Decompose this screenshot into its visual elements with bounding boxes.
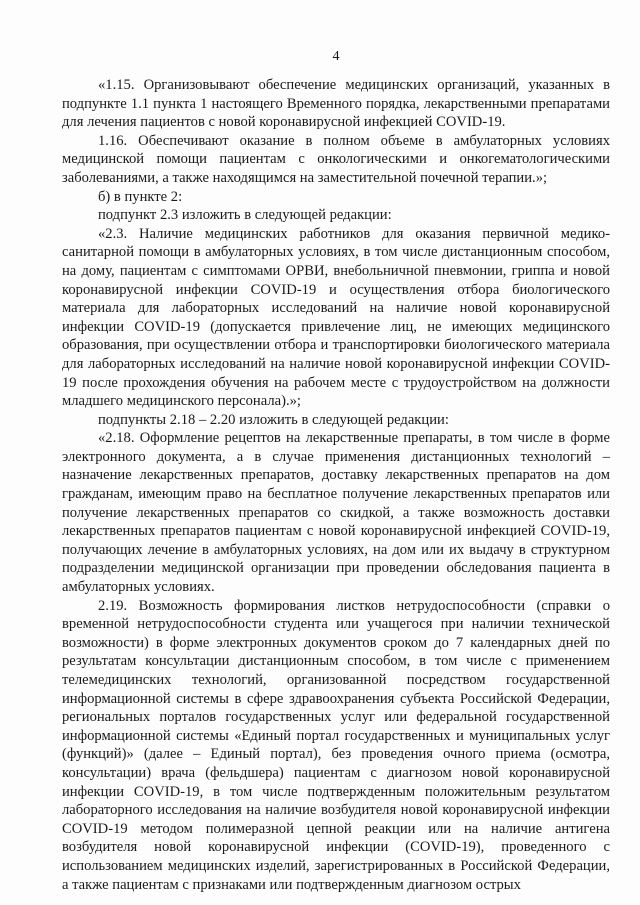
paragraph-item-b: б) в пункте 2:	[98, 188, 183, 205]
page-number: 4	[332, 49, 340, 64]
paragraph-subitem-2-3-intro: подпункт 2.3 изложить в следующей редакции:	[98, 207, 392, 224]
paragraph-1-16: 1.16. Обеспечивают оказание в полном объеме в амбулаторных условиях медицинской помощи пациентам с онкологическими и онкогематологическими заболеваниями, а также находящимся на заместительной почечной терапии.»;	[62, 132, 610, 186]
paragraph-2-19: 2.19. Возможность формирования листков нетрудоспособности (справки о временной нетрудоспособности студента или учащегося при наличии технической возможности) в форме электронных документов сроком до 7 календарных дней по результатам консультации дистанционным способом, в том числе с применением телемедицинских технологий, организованной посредством государственной информационной системы в сфере здравоохранения субъекта Российской Федерации, региональных порталов государственных услуг или федеральной государственной информационной системы «Единый портал государственных и муниципальных услуг (функций)» (далее – Единый портал), без проведения очного приема (осмотра, консультации) врача (фельдшера) пациентам с диагнозом новой коронавирусной инфекции COVID-19, в том числе подтвержденным положительным результатом лабораторного исследования на наличие возбудителя новой коронавирусной инфекции COVID-19 методом полимеразной цепной реакции или на наличие антигена возбудителя новой коронавирусной инфекции (COVID-19), проведенного с использованием медицинских изделий, зарегистрированных в Российской Федерации, а также пациентам с признаками или подтвержденным диагнозом острых	[62, 597, 610, 893]
paragraph-2-18: «2.18. Оформление рецептов на лекарственные препараты, в том числе в форме электронного документа, а в случае применения дистанционных технологий – назначение лекарственных препаратов, доставку лекарственных препаратов на дом гражданам, имеющим право на бесплатное получение лекарственных препаратов или получение лекарственных препаратов со скидкой, а также возможность доставки лекарственных препаратов пациентам с новой коронавирусной инфекцией COVID-19, получающих лечение в амбулаторных условиях, на дом или их выдачу в структурном подразделении медицинской организации при проведении обследования пациента в амбулаторных условиях.	[62, 430, 610, 596]
paragraph-subitems-2-18-2-20-intro: подпункты 2.18 – 2.20 изложить в следующей редакции:	[98, 411, 449, 428]
paragraph-2-3: «2.3. Наличие медицинских работников для оказания первичной медико-санитарной помощи в амбулаторных условиях, в том числе дистанционным способом, на дому, пациентам с симптомами ОРВИ, внебольничной пневмонии, гриппа и новой коронавирусной инфекции COVID-19 и осуществления отбора биологического материала для лабораторных исследований на наличие новой коронавирусной инфекции COVID-19 (допускается привлечение лиц, не имеющих медицинского образования, при осуществлении отбора и транспортировки биологического материала для лабораторных исследований на наличие новой коронавирусной инфекции COVID-19 после прохождения обучения на рабочем месте с трудоустройством на должности младшего медицинского персонала).»;	[62, 225, 610, 410]
paragraph-1-15: «1.15. Организовывают обеспечение медицинских организаций, указанных в подпункте 1.1 пункта 1 настоящего Временного порядка, лекарственными препаратами для лечения пациентов с новой коронавирусной инфекцией COVID-19.	[62, 77, 610, 131]
